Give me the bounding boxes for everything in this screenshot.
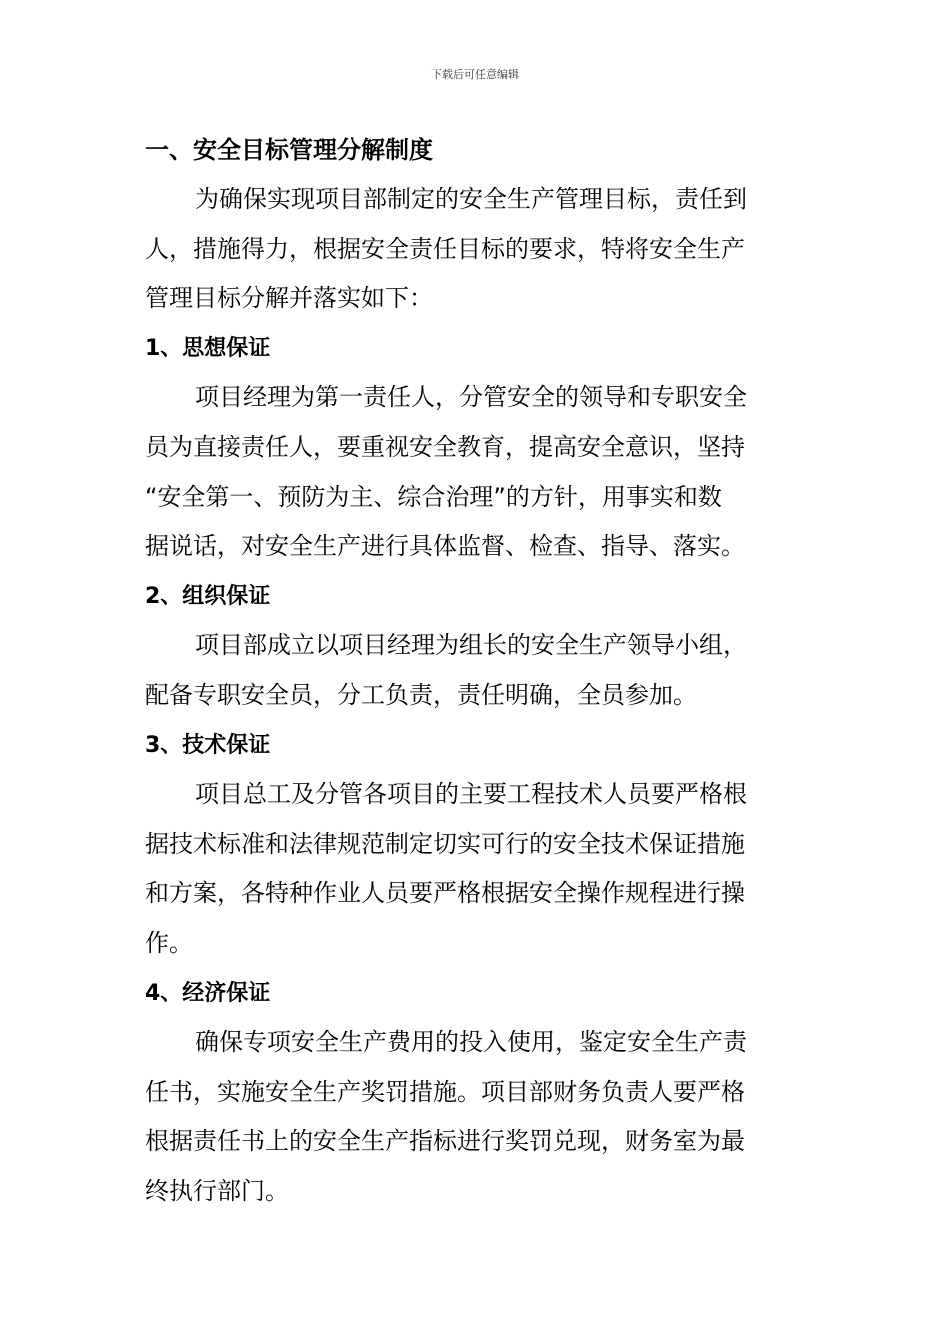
- paragraph-line: 项目经理为第一责任人，分管安全的领导和专职安全: [195, 383, 747, 412]
- paragraph-line: 员为直接责任人，要重视安全教育，提高安全意识，坚持: [145, 432, 745, 461]
- paragraph-line: 配备专职安全员，分工负责，责任明确，全员参加。: [145, 680, 697, 709]
- paragraph-line: 项目部成立以项目经理为组长的安全生产领导小组，: [195, 631, 747, 660]
- paragraph-line: “安全第一、预防为主、综合治理”的方针，用事实和数: [145, 482, 722, 511]
- section-heading-ideology: 1、思想保证: [145, 335, 271, 361]
- paragraph-line: 据说话，对安全生产进行具体监督、检查、指导、落实。: [145, 532, 745, 561]
- paragraph-line: 据技术标准和法律规范制定切实可行的安全技术保证措施: [145, 829, 745, 858]
- paragraph-line: 管理目标分解并落实如下：: [145, 284, 433, 313]
- paragraph-line: 项目总工及分管各项目的主要工程技术人员要严格根: [195, 780, 747, 809]
- section-paragraph-economic: [145, 1018, 810, 1216]
- section-heading-organization: 2、组织保证: [145, 583, 271, 609]
- paragraph-line: 终执行部门。: [145, 1176, 289, 1205]
- section-heading-economic: 4、经济保证: [145, 980, 271, 1006]
- paragraph-line: 作。: [145, 928, 193, 957]
- section-paragraph-organization: [145, 621, 810, 720]
- section-paragraph-ideology: [145, 373, 810, 571]
- paragraph-line: 任书，实施安全生产奖罚措施。项目部财务负责人要严格: [145, 1077, 745, 1106]
- intro-paragraph: [145, 175, 810, 324]
- paragraph-line: 和方案，各特种作业人员要严格根据安全操作规程进行操: [145, 879, 745, 908]
- page-header-note: 下载后可任意编辑: [431, 68, 519, 81]
- document-title: 一、安全目标管理分解制度: [145, 136, 433, 164]
- paragraph-line: 人，措施得力，根据安全责任目标的要求，特将安全生产: [145, 234, 745, 263]
- section-paragraph-technical: [145, 770, 810, 968]
- paragraph-line: 确保专项安全生产费用的投入使用，鉴定安全生产责: [195, 1028, 747, 1057]
- document-body: [145, 125, 810, 1216]
- paragraph-line: 为确保实现项目部制定的安全生产管理目标，责任到: [195, 185, 747, 213]
- paragraph-line: 根据责任书上的安全生产指标进行奖罚兑现，财务室为最: [145, 1127, 745, 1156]
- section-heading-technical: 3、技术保证: [145, 732, 271, 758]
